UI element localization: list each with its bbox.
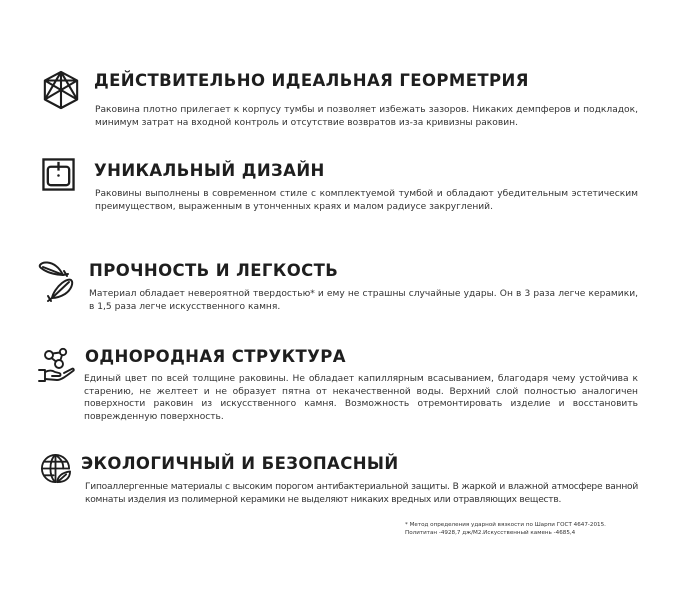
hand-molecule-icon: [37, 346, 77, 384]
section-title: ЭКОЛОГИЧНЫЙ И БЕЗОПАСНЫЙ: [81, 454, 399, 473]
globe-leaf-icon: [39, 452, 72, 485]
section-description: Раковины выполнены в современном стиле с комплектуемой тумбой и обладают убедительным эстетическим преимуществом, выраженным в утонченных краях и малом радиусе закруглений.: [95, 189, 638, 212]
section-title: ПРОЧНОСТЬ И ЛЕГКОСТЬ: [89, 261, 339, 280]
feathers-icon: [37, 259, 77, 303]
section-title: ОДНОРОДНАЯ СТРУКТУРА: [85, 347, 346, 366]
footnote-line-2: Полититан -4928,7 дж/М2.Искусственный камень -4685,4: [405, 530, 576, 537]
section-description: Раковина плотно прилегает к корпусу тумбы и позволяет избежать зазоров. Никаких демпферов и подкладок, минимум затрат на входной контроль и отсутствие возвратов из-за кривизны раковин.: [95, 105, 638, 128]
footnote-line-1: * Метод определения ударной вязкости по Шарпи ГОСТ 4647-2015.: [405, 522, 606, 528]
section-title: ДЕЙСТВИТЕЛЬНО ИДЕАЛЬНАЯ ГЕОРМЕТРИЯ: [94, 71, 529, 90]
geometric-cube-icon: [42, 70, 80, 110]
section-description: Гипоаллергенные материалы с высоким порогом антибактериальной защиты. В жаркой и влажной атмосфере ванной комнаты изделия из полимерной керамики не выделяют никаких вредных или отравляющих веществ.: [85, 482, 638, 505]
sink-icon: [42, 158, 75, 191]
footnote: [405, 521, 645, 538]
section-description: Единый цвет по всей толщине раковины. Не обладает капиллярным всасыванием, благодаря чему устойчива к старению, не желтеет и не образует пятна от некачественной воды. Верхний слой полностью аналогичен поверхности раковин из искусственного камня. Возможность отремонтировать изделие и восстановить поврежденную поверхность.: [84, 374, 638, 422]
section-description: Материал обладает невероятной твердостью* и ему не страшны случайные удары. Он в 3 раза легче керамики, в 1,5 раза легче искусственного камня.: [89, 289, 638, 312]
section-title: УНИКАЛЬНЫЙ ДИЗАЙН: [94, 161, 325, 180]
